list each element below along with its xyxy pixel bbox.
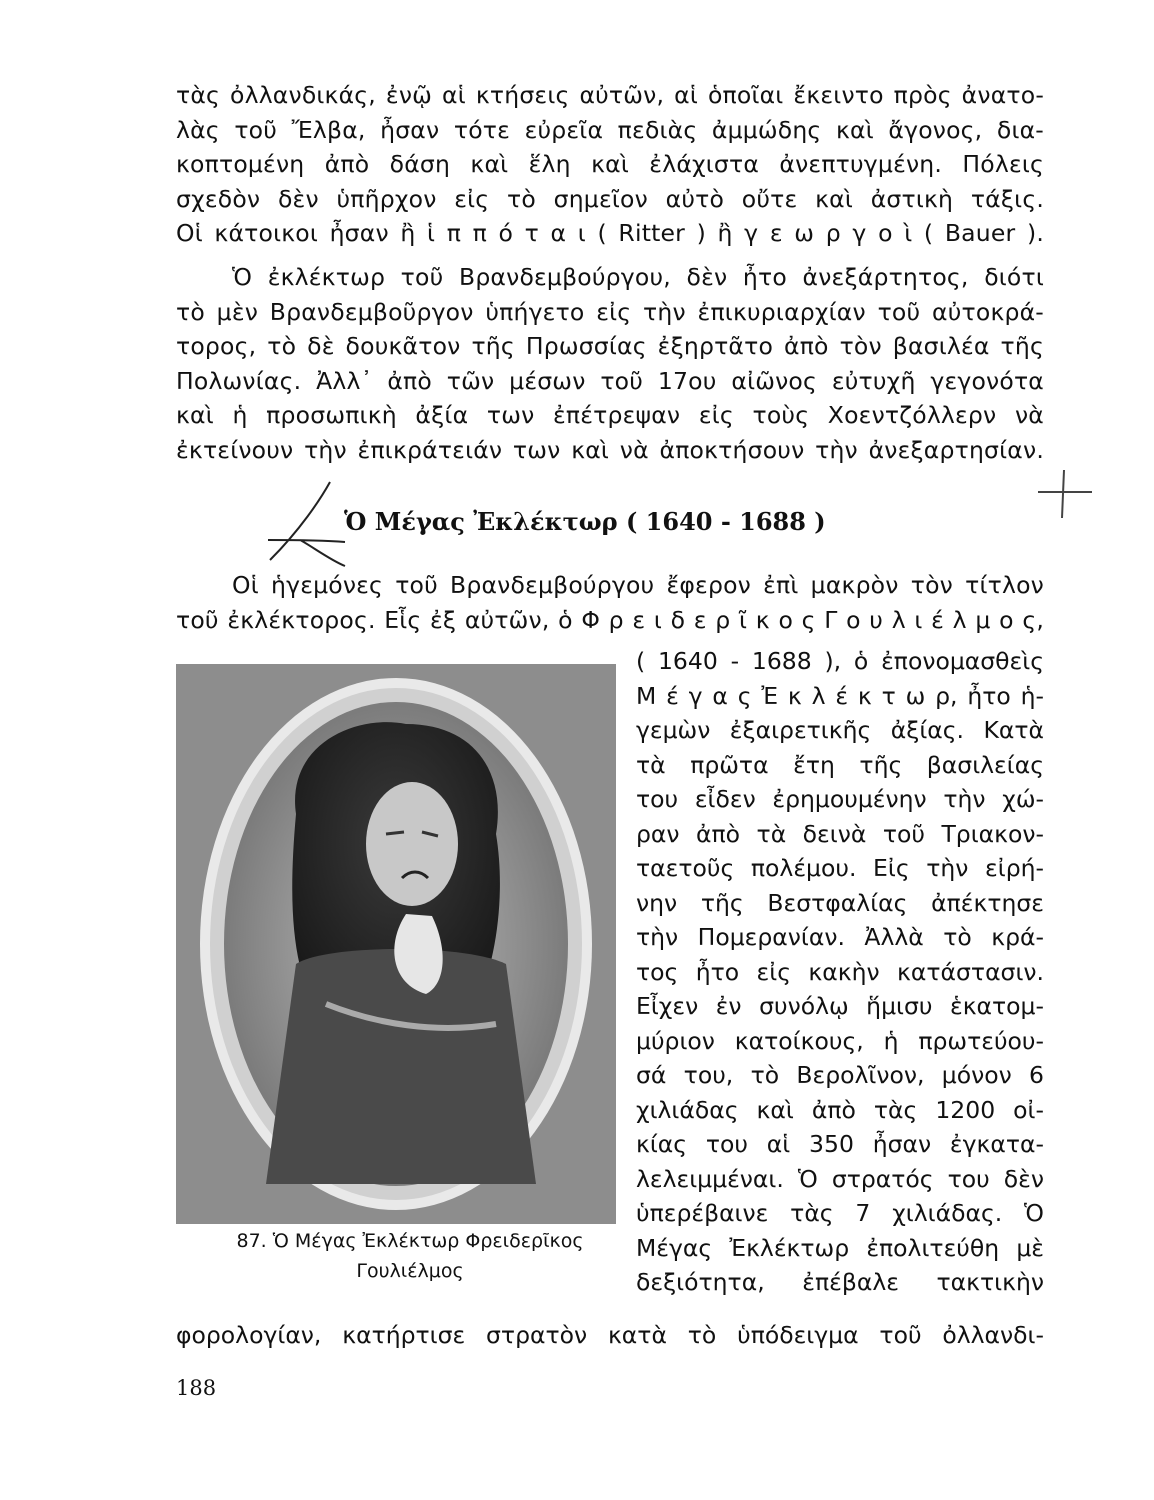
text-line: Εἶχεν ἐν συνόλῳ ἥμισυ ἑκατομ- [636,992,1044,1020]
caption-line: Γουλιέλμος [356,1260,464,1282]
text-line: Οἱ ἡγεμόνες τοῦ Βρανδεμβούργου ἔφερον ἐπὶ μακρὸν τὸν τίτλον [232,571,1044,599]
text-line: γεμὼν ἐξαιρετικῆς ἀξίας. Κατὰ [636,716,1044,744]
section-heading: Ὁ Μέγας Ἐκλέκτωρ ( 1640 - 1688 ) [344,507,826,536]
text-line: λελειμμέναι. Ὁ στρατός του δὲν [636,1164,1044,1193]
text-line: του εἶδεν ἐρημουμένην τὴν χώ- [636,785,1044,813]
portrait-figure [176,664,616,1224]
text-line: τὴν Πομερανίαν. Ἀλλὰ τὸ κρά- [636,923,1044,951]
text-line: λὰς τοῦ Ἔλβα, ἦσαν τότε εὐρεῖα πεδιὰς ἀμμώδης καὶ ἄγονος, δια- [176,115,1044,144]
text-line: τὰς ὀλλανδικάς, ἐνῷ αἱ κτήσεις αὐτῶν, αἱ ὁποῖαι ἔκειντο πρὸς ἀνατο- [176,81,1044,109]
text-line: ( 1640 - 1688 ), ὁ ἐπονομασθεὶς [636,647,1044,675]
text-line: κοπτομένη ἀπὸ δάση καὶ ἕλη καὶ ἐλάχιστα ἀνεπτυγμένη. Πόλεις [176,150,1044,178]
text-line: νην τῆς Βεστφαλίας ἀπέκτησε [636,888,1044,917]
text-line: Μέγας Ἐκλέκτωρ ἐπολιτεύθη μὲ [636,1233,1044,1262]
text-line: τὰ πρῶτα ἔτη τῆς βασιλείας [636,750,1044,779]
pen-stroke-mark [268,482,345,566]
text-line: ταετοῦς πολέμου. Εἰς τὴν εἰρή- [636,854,1044,882]
portrait-image [176,664,616,1224]
text-line: τὸ μὲν Βρανδεμβοῦργον ὑπήγετο εἰς τὴν ἐπικυριαρχίαν τοῦ αὐτοκρά- [176,297,1044,326]
paragraph-great-elector [176,568,1044,637]
paragraph-continuation [176,1318,1044,1353]
side-column-text [636,644,1044,1300]
text-line: Μ έ γ α ς Ἐ κ λ έ κ τ ω ρ, ἦτο ἡ- [636,681,1044,710]
text-line: τος ἦτο εἰς κακὴν κατάστασιν. [636,957,1044,986]
text-line: τοῦ ἐκλέκτορος. Εἷς ἐξ αὐτῶν, ὁ Φ ρ ε ι δ ε ρ ῖ κ ο ς Γ ο υ λ ι έ λ μ ο ς, [176,605,1044,634]
text-line: χιλιάδας καὶ ἀπὸ τὰς 1200 οἰ- [636,1095,1044,1124]
caption-line: 87. Ὁ Μέγας Ἐκλέκτωρ Φρειδερῖκος [236,1230,584,1252]
text-line: Ὁ ἐκλέκτωρ τοῦ Βρανδεμβούργου, δὲν ἦτο ἀνεξάρτητος, διότι [232,263,1044,291]
text-line: Πολωνίας. Ἀλλ᾿ ἀπὸ τῶν μέσων τοῦ 17ου αἰῶνος εὐτυχῆ γεγονότα [176,366,1044,395]
text-line: ὑπερέβαινε τὰς 7 χιλιάδας. Ὁ [636,1199,1044,1227]
text-line: ἐκτείνουν τὴν ἐπικράτειάν των καὶ νὰ ἀποκτήσουν τὴν ἀνεξαρτησίαν. [176,435,1044,464]
text-line: ραν ἀπὸ τὰ δεινὰ τοῦ Τριακον- [636,819,1044,848]
text-line: δεξιότητα, ἐπέβαλε τακτικὴν [636,1268,1044,1296]
margin-cross-mark [1038,470,1092,518]
figure-caption [200,1226,620,1286]
text-line: σχεδὸν δὲν ὑπῆρχον εἰς τὸ σημεῖον αὐτὸ οὔτε καὶ ἀστικὴ τάξις. [176,184,1044,213]
text-line: σά του, τὸ Βερολῖνον, μόνον 6 [636,1061,1044,1089]
text-line: φορολογίαν, κατήρτισε στρατὸν κατὰ τὸ ὑπόδειγμα τοῦ ὀλλανδι- [176,1321,1044,1349]
page-number: 188 [176,1376,217,1400]
text-line: Οἱ κάτοικοι ἦσαν ἢ ἱ π π ό τ α ι ( Ritter ) ἢ γ ε ω ρ γ ο ὶ ( Bauer ). [176,219,1044,247]
text-line: τορος, τὸ δὲ δουκᾶτον τῆς Πρωσσίας ἐξηρτᾶτο ἀπὸ τὸν βασιλέα τῆς [176,332,1044,360]
text-line: μύριον κατοίκους, ἡ πρωτεύου- [636,1026,1044,1055]
text-line: καὶ ἡ προσωπικὴ ἀξία των ἐπέτρεψαν εἰς τοὺς Χοεντζόλλερν νὰ [176,401,1044,429]
text-line: κίας του αἱ 350 ἦσαν ἐγκατα- [636,1130,1044,1158]
